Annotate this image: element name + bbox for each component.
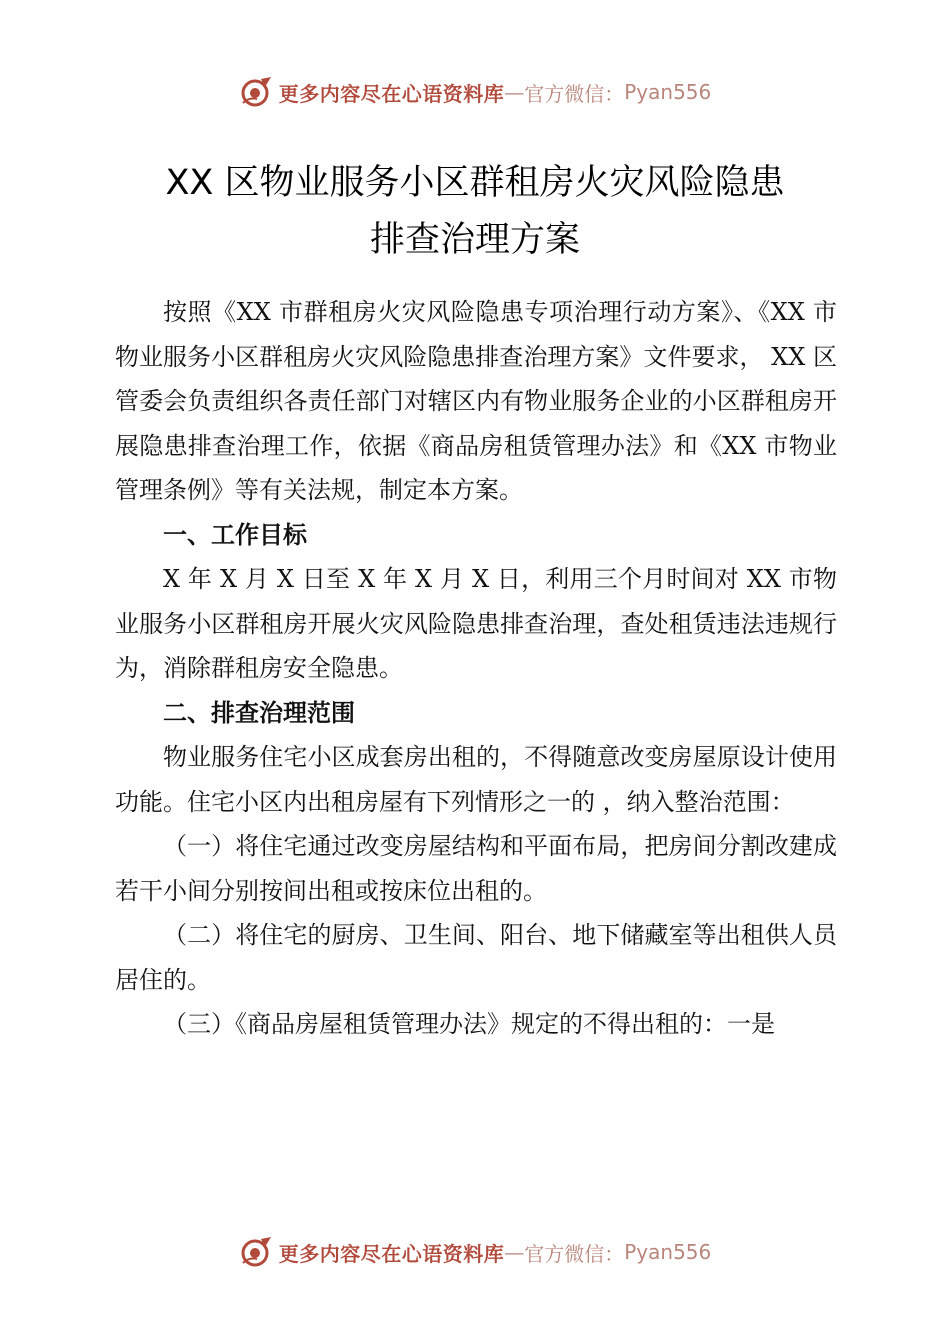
watermark-text: 更多内容尽在心语资料库 bbox=[278, 81, 505, 106]
list-item-2: （二）将住宅的厨房、卫生间、阳台、地下储藏室等出租供人员居住的。 bbox=[115, 921, 837, 994]
document-title-line-2: 排查治理方案 bbox=[369, 220, 580, 260]
document-body bbox=[115, 290, 837, 1047]
document-title-line-1: XX 区物业服务小区群租房火灾风险隐患 bbox=[165, 163, 785, 203]
watermark-dash: — bbox=[504, 1240, 525, 1264]
watermark-text: 更多内容尽在心语资料库 bbox=[278, 1241, 505, 1266]
header-watermark bbox=[0, 72, 950, 112]
section-2-heading: 二、排查治理范围 bbox=[163, 698, 355, 727]
watermark-dash: — bbox=[504, 80, 525, 104]
pen-logo-icon bbox=[239, 75, 273, 109]
section-1-heading: 一、工作目标 bbox=[163, 520, 307, 549]
section-2-body: 物业服务住宅小区成套房出租的，不得随意改变房屋原设计使用功能。住宅小区内出租房屋有下列情形之一的 ，纳入整治范围： bbox=[115, 743, 837, 816]
watermark-wechat-id: Pyan556 bbox=[624, 1240, 712, 1264]
section-1-body: X 年 X 月 X 日至 X 年 X 月 X 日，利用三个月时间对 XX 市物业服务小区群租房开展火灾风险隐患排查治理，查处租赁违法违规行为，消除群租房安全隐患。 bbox=[115, 565, 837, 682]
watermark-wechat-id: Pyan556 bbox=[624, 80, 712, 104]
footer-watermark bbox=[0, 1232, 950, 1272]
watermark-official-label: 官方微信： bbox=[524, 81, 625, 106]
list-item-1: （一）将住宅通过改变房屋结构和平面布局，把房间分割改建成若干小间分别按间出租或按床位出租的。 bbox=[115, 832, 837, 905]
list-item-3: （三）《商品房屋租赁管理办法》规定的不得出租的：一是 bbox=[163, 1010, 775, 1038]
watermark-official-label: 官方微信： bbox=[524, 1241, 625, 1266]
intro-paragraph: 按照《XX 市群租房火灾风险隐患专项治理行动方案》、《XX 市物业服务小区群租房火灾风险隐患排查治理方案》文件要求， XX 区管委会负责组织各责任部门对辖区内有物业服务企业的小区群租房开展隐患排查治理工作，依据《商品房租赁管理办法》和《XX 市物业管理条例》等有关法规，制定本方案。 bbox=[115, 298, 837, 504]
pen-logo-icon bbox=[239, 1235, 273, 1269]
